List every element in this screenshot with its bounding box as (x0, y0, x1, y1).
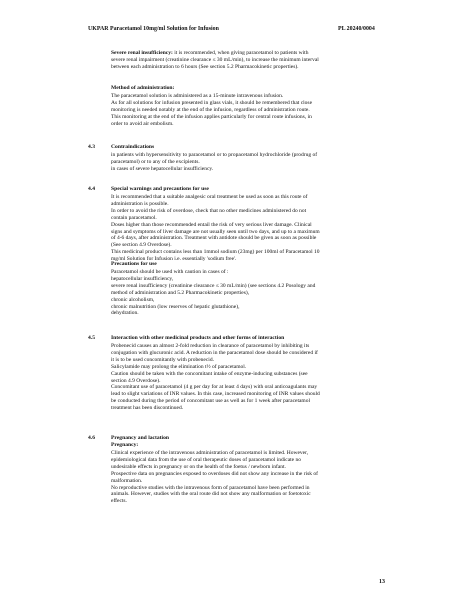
special-warnings-text: It is recommended that a suitable analgesic oral treatment be used as soon as this route of administration is possible. In order to avoid the risk of overdose, check that no other medicines administered do not contain paracetamol. Doses higher than those recommended entail the risk of very serious liver damage. Clinical signs and symptoms of liver damage are not usually seen until two days, and up to a maximum of 4-6 days, after administration. Treatment with antidote should be given as soon as possible (See section 4.9 Overdose). This medicinal product contains less than 1mmol sodium (23mg) per 100ml of Paracetamol 10 mg/ml Solution for Infusion i.e. essentially 'sodium free'. (111, 194, 320, 263)
section-4-4-title: Special warnings and precautions for use (111, 186, 209, 192)
section-4-6-title: Pregnancy and lactation (111, 435, 170, 441)
section-4-3-number: 4.3 (88, 144, 95, 150)
section-4-4-number: 4.4 (88, 186, 95, 192)
header-title: UKPAR Paracetamol 10mg/ml Solution for Infusion (88, 26, 219, 32)
interactions-text: Probenecid causes an almost 2-fold reduction in clearance of paracetamol by inhibiting its conjugation with glucuronic acid. A reduction in the paracetamol dose should be considered if it is to be used concomitantly with probenecid. Salicylamide may prolong the elimination t½ of paracetamol. Caution should be taken with the concomitant intake of enzyme-inducing substances (see section 4.9 Overdose). Concomitant use of paracetamol (4 g per day for at least 4 days) with oral anticoagulants may lead to slight variations of INR values. In this case, increased monitoring of INR values should be conducted during the period of concomitant use as well as for 1 week after paracetamol treatment has been discontinued. (111, 343, 320, 412)
section-4-5-title: Interaction with other medicinal products and other forms of interaction (111, 335, 285, 341)
method-of-administration-heading: Method of administration: (111, 85, 175, 91)
contraindications-text: in patients with hypersensitivity to paracetamol or to propacetamol hydrochloride (prodrug of paracetamol) or to any of the excipients. in cases of severe hepatocellular insufficiency. (111, 152, 318, 172)
section-4-3-title: Contraindications (111, 144, 155, 150)
renal-insufficiency-paragraph (111, 50, 401, 71)
precautions-for-use-text: Paracetamol should be used with caution in cases of : hepatocellular insufficiency, severe renal insufficiency (creatinine clearance ≤ 30 mL/min) (see sections 4.2 Posology and method of administration and 5.2 Pharmacokinetic properties), chronic alcoholism, chronic malnutrition (low reserves of hepatic glutathione), dehydration. (111, 269, 316, 317)
method-of-administration-text: The paracetamol solution is administered as a 15-minute intravenous infusion. As for all solutions for infusion presented in glass vials, it should be remembered that close monitoring is needed notably at the end of the infusion, regardless of administration route. This monitoring at the end of the infusion applies particularly for central route infusions, in order to avoid air embolism. (111, 93, 313, 127)
pregnancy-subheading: Pregnancy: (111, 442, 139, 448)
header-licence-number: PL 20240/0004 (338, 26, 375, 32)
precautions-for-use-heading: Precautions for use (111, 261, 157, 267)
section-4-6-number: 4.6 (88, 435, 95, 441)
section-4-5-number: 4.5 (88, 335, 95, 341)
renal-insufficiency-label: Severe renal insufficiency: (111, 50, 173, 56)
page-number: 13 (379, 579, 385, 585)
renal-insufficiency-text: it is recommended, when giving paracetamol to patients with severe renal impairment (creatinine clearance ≤ 30 mL/min), to increase the minimum interval between each administration to 6 hours (See section 5.2 Pharmacokinetic properties). (111, 50, 319, 70)
pregnancy-text: Clinical experience of the intravenous administration of paracetamol is limited. However, epidemiological data from the use of oral therapeutic doses of paracetamol indicate no undesirable effects in pregnancy or on the health of the foetus / newborn infant. Prospective data on pregnancies exposed to overdoses did not show any increase in the risk of malformation. No reproductive studies with the intravenous form of paracetamol have been performed in animals. However, studies with the oral route did not show any malformation or foetotoxic effects. (111, 450, 318, 505)
